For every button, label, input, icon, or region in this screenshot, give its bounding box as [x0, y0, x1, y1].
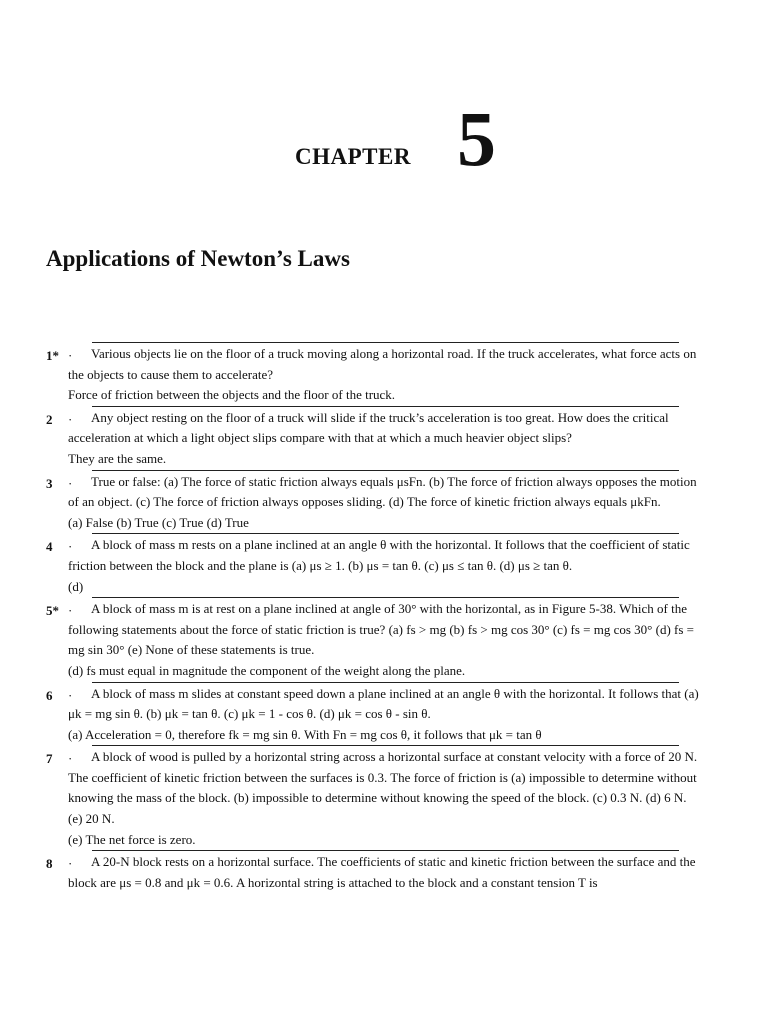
problem-answer: (d) fs must equal in magnitude the component of the weight along the plane. [68, 662, 466, 678]
chapter-word: CHAPTER [295, 144, 411, 169]
problem-8 [0, 850, 768, 893]
bullet-icon: · [68, 751, 73, 767]
problem-number: 3 [46, 475, 53, 491]
problem-question: A block of wood is pulled by a horizontal string across a horizontal surface at constant velocity with a force of 20 N. The coefficient of kinetic friction between the surfaces is 0.3. The force of friction is (a) impossible to determine without knowing the mass of the block. (b) impossible to determine without knowing the speed of the block. (c) 0.3 N. (d) 6 N. (e) 20 N. [68, 749, 698, 827]
problem-answer: They are the same. [68, 450, 167, 466]
problem-answer: (a) Acceleration = 0, therefore fk = mg sin θ. With Fn = mg cos θ, it follows that μk = tan θ [68, 726, 542, 742]
problem-2 [0, 406, 768, 470]
problem-6 [0, 682, 768, 746]
problem-answer: (a) False (b) True (c) True (d) True [68, 514, 249, 530]
bullet-icon: · [68, 856, 73, 872]
bullet-icon: · [68, 475, 73, 491]
problem-5 [0, 597, 768, 681]
problem-number: 5* [46, 603, 59, 619]
problem-7 [0, 745, 768, 850]
problem-number: 7 [46, 751, 53, 767]
problem-question: A block of mass m slides at constant speed down a plane inclined at an angle θ with the horizontal. It follows that (a) μk = mg sin θ. (b) μk = tan θ. (c) μk = 1 - cos θ. (d) μk = cos θ - sin θ. [68, 685, 699, 722]
problem-answer: (d) [68, 578, 84, 594]
problem-question: A 20-N block rests on a horizontal surface. The coefficients of static and kinetic friction between the surface and the block are μs = 0.8 and μk = 0.6. A horizontal string is attached to the block and a constant tension T is [68, 854, 696, 890]
problem-question: True or false: (a) The force of static friction always equals μsFn. (b) The force of friction always opposes the motion of an object. (c) The force of friction always opposes sliding. (d) The force of kinetic friction always equals μkFn. [68, 473, 697, 510]
problem-answer: Force of friction between the objects and the floor of the truck. [68, 387, 396, 403]
problem-question: A block of mass m is at rest on a plane inclined at angle of 30° with the horizontal, as in Figure 5-38. Which of the following statements about the force of static friction is true? (a) fs > mg (b) fs > mg cos 30° (c) fs = mg cos 30° (d) fs = mg sin 30° (e) None of these statements is true. [68, 601, 695, 658]
problem-number: 4 [46, 539, 53, 555]
bullet-icon: · [68, 411, 73, 427]
problem-answer: (e) The net force is zero. [68, 831, 196, 847]
bullet-icon: · [68, 687, 73, 703]
problem-number: 8 [46, 856, 53, 872]
problem-question: Any object resting on the floor of a truck will slide if the truck’s acceleration is too great. How does the critical acceleration at which a light object slips compare with that at which a much heavier object slips? [68, 409, 669, 446]
bullet-icon: · [68, 603, 73, 619]
problem-number: 1* [46, 348, 59, 363]
problem-question: Various objects lie on the floor of a truck moving along a horizontal road. If the truck accelerates, what force acts on the objects to cause them to accelerate? [68, 346, 697, 382]
problem-question: A block of mass m rests on a plane inclined at an angle θ with the horizontal. It follows that the coefficient of static friction between the block and the plane is (a) μs ≥ 1. (b) μs = tan θ. (c) μs ≤ tan θ. (d) μs ≥ tan θ. [68, 537, 690, 573]
problem-number: 6 [46, 687, 53, 703]
problem-4 [0, 533, 768, 597]
chapter-number: 5 [457, 95, 496, 182]
problem-list [0, 342, 768, 893]
chapter-title: Applications of Newton’s Laws [46, 246, 350, 271]
bullet-icon: · [68, 539, 73, 555]
problem-number: 2 [46, 411, 53, 427]
problem-3 [0, 470, 768, 534]
bullet-icon: · [68, 348, 73, 363]
problem-1 [0, 342, 768, 406]
